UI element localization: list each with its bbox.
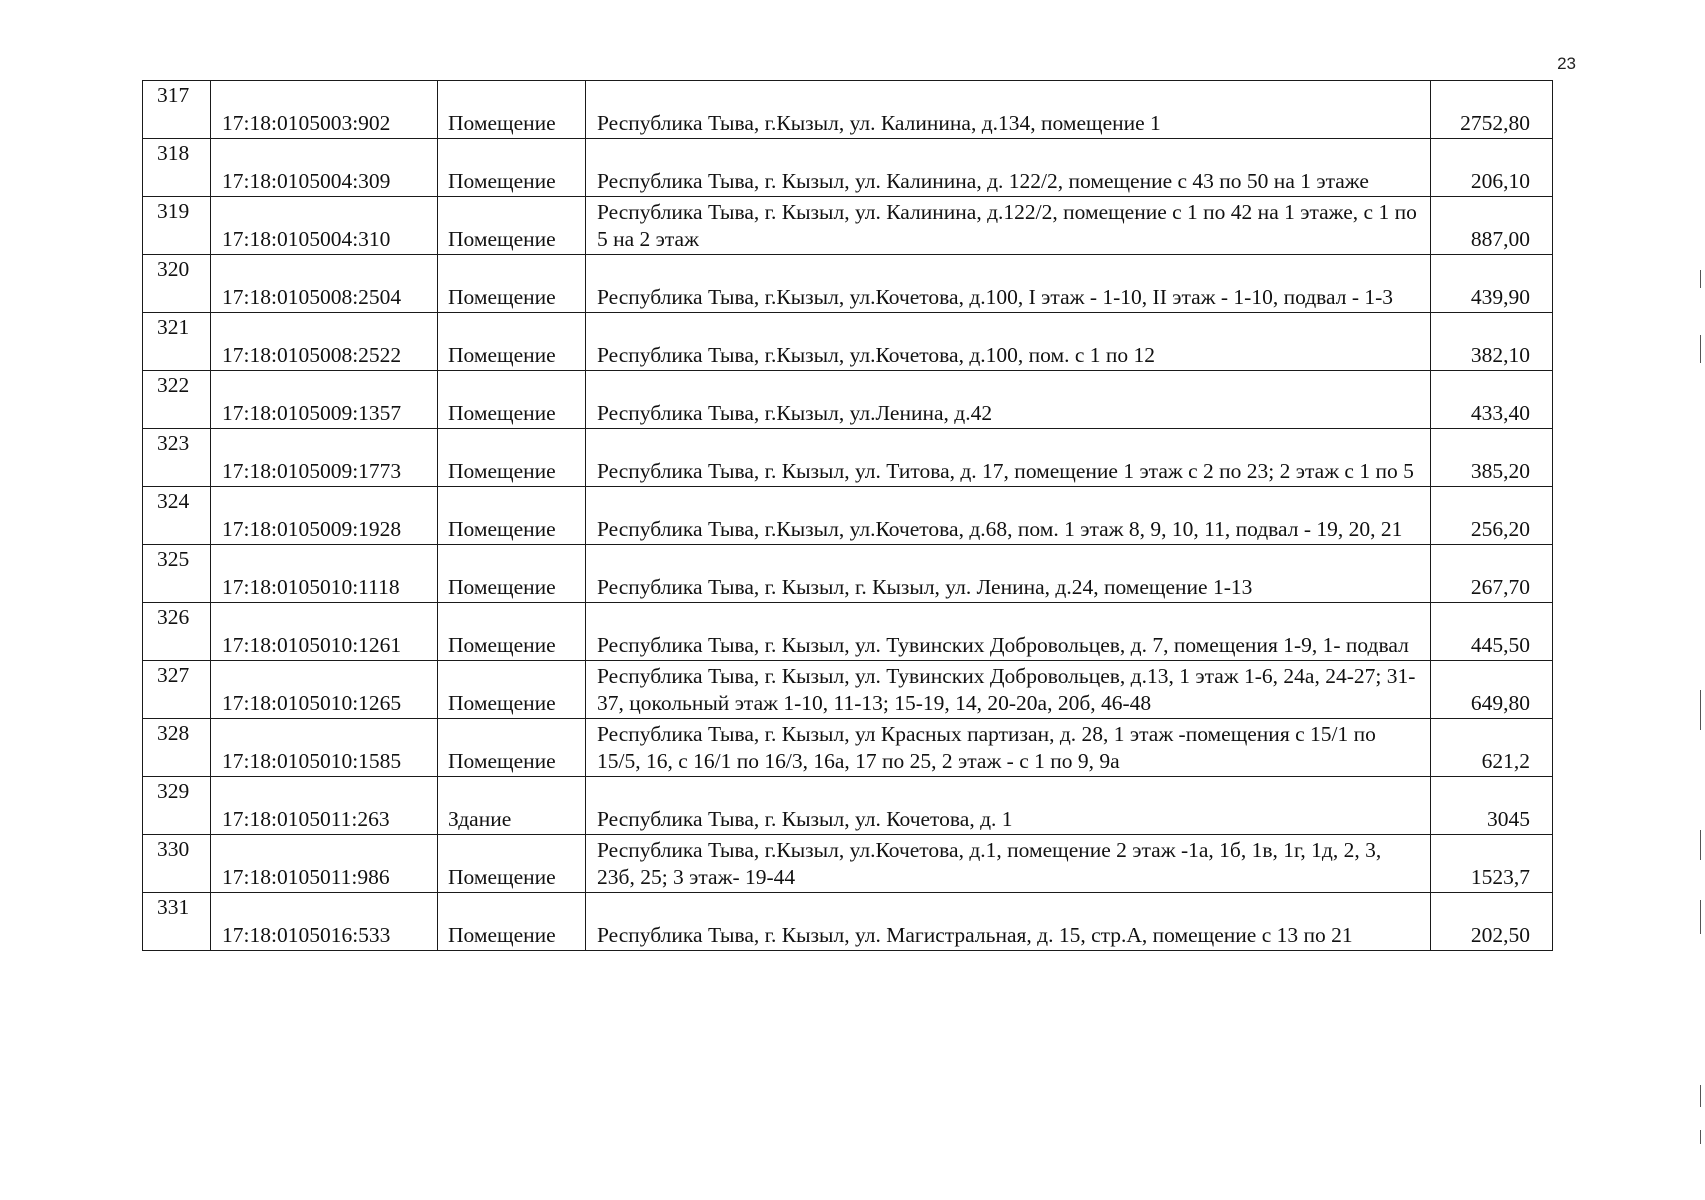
address: Республика Тыва, г. Кызыл, ул. Титова, д. 17, помещение 1 этаж с 2 по 23; 2 этаж с 1 по 5	[586, 429, 1431, 487]
scan-artifact	[1700, 900, 1701, 934]
area-value: 649,80	[1431, 661, 1553, 719]
address: Республика Тыва, г.Кызыл, ул.Кочетова, д.68, пом. 1 этаж 8, 9, 10, 11, подвал - 19, 20, 21	[586, 487, 1431, 545]
table-row	[143, 545, 1553, 603]
table-body	[143, 81, 1553, 951]
area-value: 2752,80	[1431, 81, 1553, 139]
table-row	[143, 81, 1553, 139]
object-type: Помещение	[438, 487, 586, 545]
object-type: Помещение	[438, 371, 586, 429]
table-row	[143, 487, 1553, 545]
property-registry-table	[142, 80, 1553, 951]
row-number: 328	[143, 719, 211, 777]
cadastral-number: 17:18:0105004:310	[211, 197, 438, 255]
area-value: 202,50	[1431, 893, 1553, 951]
row-number: 319	[143, 197, 211, 255]
table-row	[143, 255, 1553, 313]
table-row	[143, 893, 1553, 951]
object-type: Помещение	[438, 545, 586, 603]
cadastral-number: 17:18:0105004:309	[211, 139, 438, 197]
table-row	[143, 777, 1553, 835]
row-number: 318	[143, 139, 211, 197]
table-row	[143, 371, 1553, 429]
address: Республика Тыва, г. Кызыл, ул. Тувинских Добровольцев, д.13, 1 этаж 1-6, 24а, 24-27; 31-37, цокольный этаж 1-10, 11-13; 15-19, 14, 20-20а, 20б, 46-48	[586, 661, 1431, 719]
scan-artifact	[1700, 335, 1701, 363]
address: Республика Тыва, г.Кызыл, ул.Кочетова, д.100, I этаж - 1-10, II этаж - 1-10, подвал - 1-3	[586, 255, 1431, 313]
row-number: 323	[143, 429, 211, 487]
object-type: Здание	[438, 777, 586, 835]
area-value: 267,70	[1431, 545, 1553, 603]
object-type: Помещение	[438, 139, 586, 197]
row-number: 327	[143, 661, 211, 719]
object-type: Помещение	[438, 719, 586, 777]
cadastral-number: 17:18:0105009:1773	[211, 429, 438, 487]
cadastral-number: 17:18:0105003:902	[211, 81, 438, 139]
object-type: Помещение	[438, 81, 586, 139]
address: Республика Тыва, г. Кызыл, ул. Магистральная, д. 15, стр.А, помещение с 13 по 21	[586, 893, 1431, 951]
row-number: 322	[143, 371, 211, 429]
cadastral-number: 17:18:0105011:263	[211, 777, 438, 835]
address: Республика Тыва, г. Кызыл, ул. Тувинских Добровольцев, д. 7, помещения 1-9, 1- подвал	[586, 603, 1431, 661]
scan-artifact	[1700, 830, 1701, 860]
area-value: 1523,7	[1431, 835, 1553, 893]
object-type: Помещение	[438, 197, 586, 255]
cadastral-number: 17:18:0105010:1261	[211, 603, 438, 661]
address: Республика Тыва, г. Кызыл, г. Кызыл, ул. Ленина, д.24, помещение 1-13	[586, 545, 1431, 603]
cadastral-number: 17:18:0105016:533	[211, 893, 438, 951]
object-type: Помещение	[438, 835, 586, 893]
address: Республика Тыва, г. Кызыл, ул. Кочетова, д. 1	[586, 777, 1431, 835]
row-number: 324	[143, 487, 211, 545]
row-number: 320	[143, 255, 211, 313]
cadastral-number: 17:18:0105009:1357	[211, 371, 438, 429]
table-row	[143, 661, 1553, 719]
area-value: 206,10	[1431, 139, 1553, 197]
cadastral-number: 17:18:0105011:986	[211, 835, 438, 893]
scan-artifact	[1700, 270, 1701, 288]
page-number: 23	[1557, 54, 1576, 73]
scan-artifact	[1700, 1130, 1701, 1144]
row-number: 317	[143, 81, 211, 139]
cadastral-number: 17:18:0105010:1265	[211, 661, 438, 719]
row-number: 326	[143, 603, 211, 661]
table-row	[143, 835, 1553, 893]
area-value: 385,20	[1431, 429, 1553, 487]
object-type: Помещение	[438, 313, 586, 371]
area-value: 621,2	[1431, 719, 1553, 777]
cadastral-number: 17:18:0105008:2522	[211, 313, 438, 371]
area-value: 445,50	[1431, 603, 1553, 661]
area-value: 433,40	[1431, 371, 1553, 429]
object-type: Помещение	[438, 661, 586, 719]
area-value: 439,90	[1431, 255, 1553, 313]
table-row	[143, 197, 1553, 255]
row-number: 331	[143, 893, 211, 951]
area-value: 3045	[1431, 777, 1553, 835]
row-number: 325	[143, 545, 211, 603]
object-type: Помещение	[438, 603, 586, 661]
cadastral-number: 17:18:0105009:1928	[211, 487, 438, 545]
row-number: 330	[143, 835, 211, 893]
row-number: 321	[143, 313, 211, 371]
area-value: 887,00	[1431, 197, 1553, 255]
cadastral-number: 17:18:0105008:2504	[211, 255, 438, 313]
address: Республика Тыва, г. Кызыл, ул Красных партизан, д. 28, 1 этаж -помещения с 15/1 по 15/5, 16, с 16/1 по 16/3, 16а, 17 по 25, 2 этаж - с 1 по 9, 9а	[586, 719, 1431, 777]
row-number: 329	[143, 777, 211, 835]
address: Республика Тыва, г. Кызыл, ул. Калинина, д. 122/2, помещение с 43 по 50 на 1 этаже	[586, 139, 1431, 197]
area-value: 256,20	[1431, 487, 1553, 545]
table-row	[143, 603, 1553, 661]
area-value: 382,10	[1431, 313, 1553, 371]
cadastral-number: 17:18:0105010:1585	[211, 719, 438, 777]
scan-artifact	[1700, 1085, 1701, 1107]
table-row	[143, 719, 1553, 777]
object-type: Помещение	[438, 255, 586, 313]
table-row	[143, 313, 1553, 371]
table-row	[143, 139, 1553, 197]
object-type: Помещение	[438, 893, 586, 951]
table-row	[143, 429, 1553, 487]
address: Республика Тыва, г. Кызыл, ул. Калинина, д.122/2, помещение с 1 по 42 на 1 этаже, с 1 по 5 на 2 этаж	[586, 197, 1431, 255]
scan-artifact	[1700, 690, 1701, 730]
address: Республика Тыва, г.Кызыл, ул.Кочетова, д.100, пом. с 1 по 12	[586, 313, 1431, 371]
address: Республика Тыва, г.Кызыл, ул. Калинина, д.134, помещение 1	[586, 81, 1431, 139]
address: Республика Тыва, г.Кызыл, ул.Кочетова, д.1, помещение 2 этаж -1а, 1б, 1в, 1г, 1д, 2, 3, 23б, 25; 3 этаж- 19-44	[586, 835, 1431, 893]
object-type: Помещение	[438, 429, 586, 487]
cadastral-number: 17:18:0105010:1118	[211, 545, 438, 603]
address: Республика Тыва, г.Кызыл, ул.Ленина, д.42	[586, 371, 1431, 429]
